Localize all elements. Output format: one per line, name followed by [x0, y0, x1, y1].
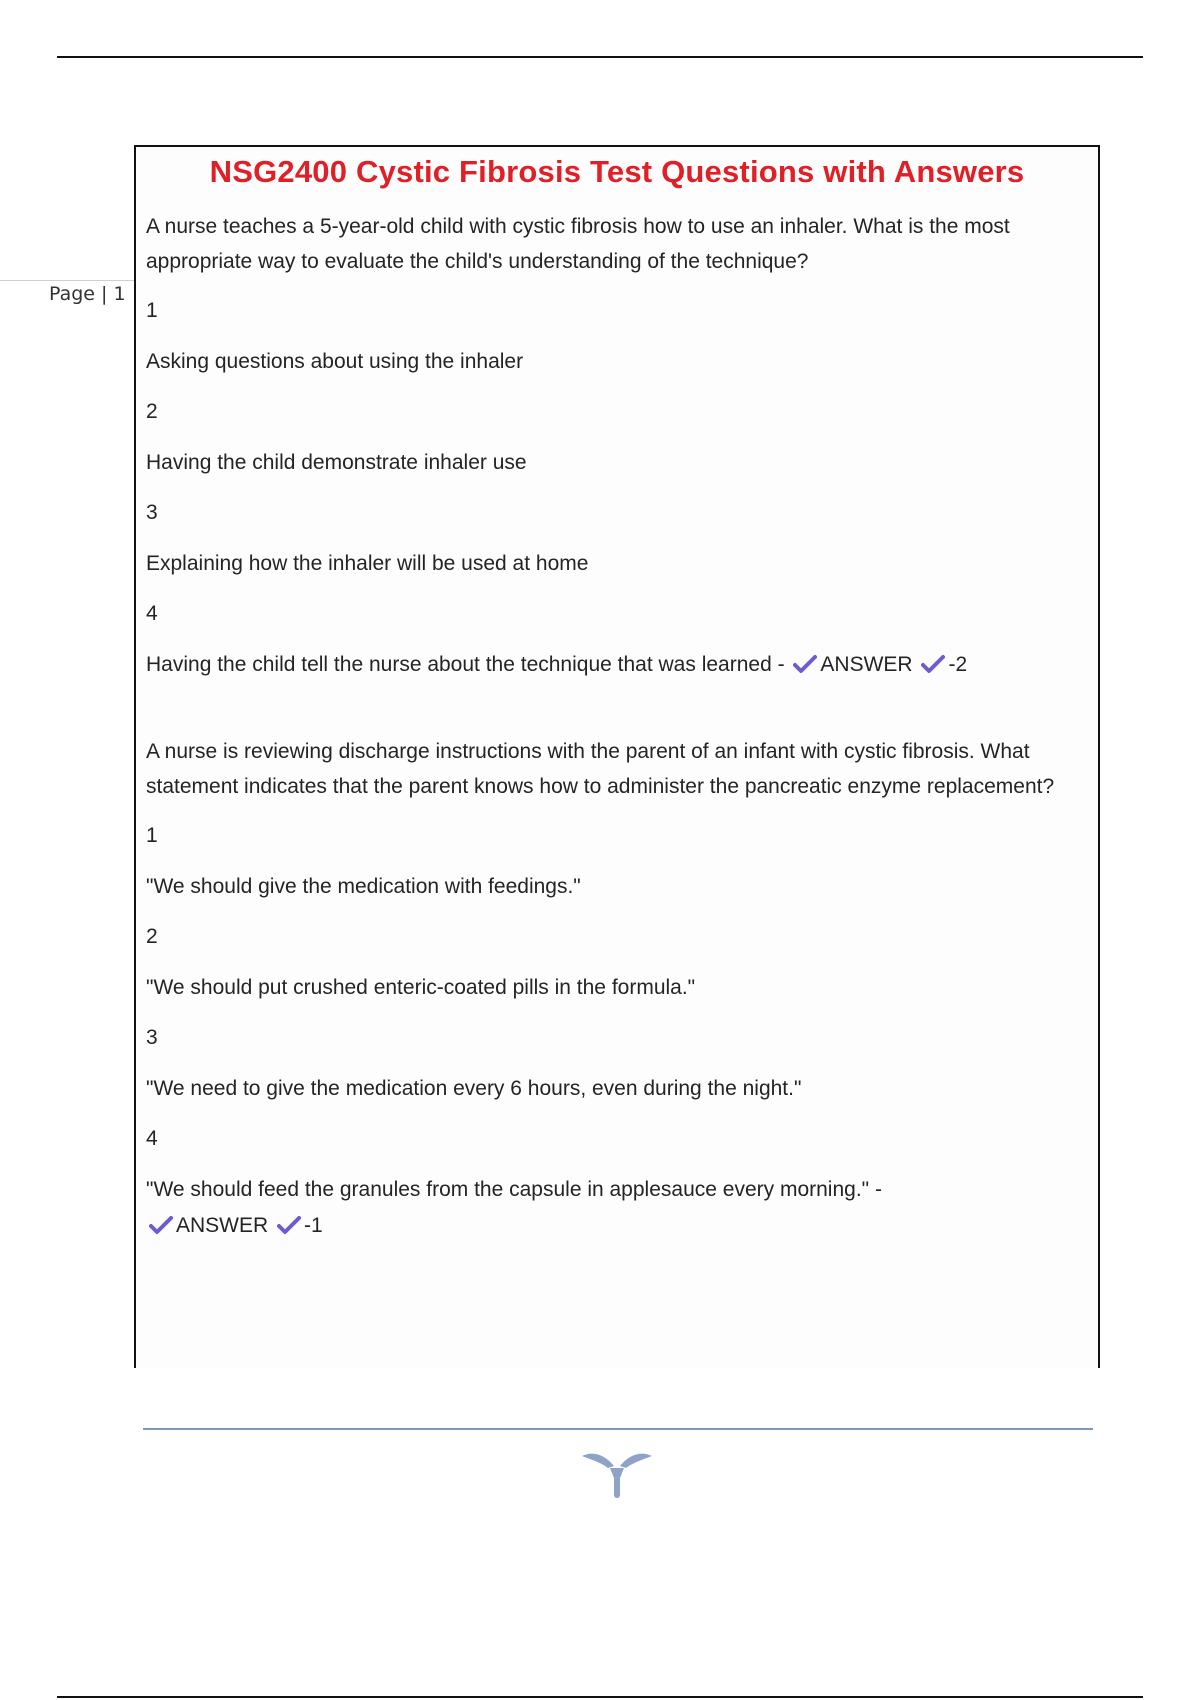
footer-rule: [143, 1428, 1093, 1430]
answer-line: [146, 648, 1086, 686]
question-block: [146, 210, 1086, 685]
option-number: 2: [146, 925, 158, 948]
answer-line: [146, 1207, 1086, 1248]
answer-label: ANSWER: [176, 1214, 269, 1237]
answer-label: ANSWER: [820, 652, 913, 676]
answer-value: -2: [948, 652, 968, 676]
option-text: Having the child demonstrate inhaler use: [146, 450, 527, 474]
option-text: "We should give the medication with feedings.": [146, 874, 581, 898]
answer-value: -1: [304, 1214, 323, 1237]
header-rule: [57, 56, 1143, 58]
option-text: Having the child tell the nurse about the technique that was learned -: [146, 652, 785, 676]
bottom-rule: [57, 1696, 1143, 1698]
option-number: 1: [146, 824, 158, 847]
option-number: 4: [146, 602, 158, 625]
document-content: [136, 190, 1086, 1248]
option-number: 2: [146, 400, 158, 423]
checkmark-icon: [277, 1210, 301, 1248]
question-prompt: A nurse teaches a 5-year-old child with cystic fibrosis how to use an inhaler. What is the most appropriate way to evaluate the child's understanding of the technique?: [146, 215, 1010, 273]
question-block: [146, 735, 1086, 1248]
option-text: Asking questions about using the inhaler: [146, 349, 524, 373]
document-title: NSG2400 Cystic Fibrosis Test Questions with Answers: [209, 154, 1025, 189]
option-text: "We need to give the medication every 6 hours, even during the night.": [146, 1076, 802, 1100]
option-number: 3: [146, 1026, 158, 1049]
question-prompt: A nurse is reviewing discharge instructions with the parent of an infant with cystic fibrosis. What statement indicates that the parent knows how to administer the pancreatic enzyme replacement?: [146, 740, 1055, 798]
option-text: Explaining how the inhaler will be used at home: [146, 551, 589, 575]
margin-rule: [0, 280, 134, 281]
checkmark-icon: [793, 651, 817, 686]
document-frame: [134, 145, 1100, 1368]
spacer: [146, 701, 1086, 735]
bird-logo-icon: [580, 1448, 654, 1505]
option-text: "We should feed the granules from the capsule in applesauce every morning." -: [146, 1177, 882, 1201]
option-number: 1: [146, 299, 158, 322]
checkmark-icon: [149, 1210, 173, 1248]
option-number: 4: [146, 1127, 158, 1150]
checkmark-icon: [921, 651, 945, 686]
page-number: Page | 1: [49, 283, 126, 305]
option-text: "We should put crushed enteric-coated pills in the formula.": [146, 975, 696, 999]
option-number: 3: [146, 501, 158, 524]
